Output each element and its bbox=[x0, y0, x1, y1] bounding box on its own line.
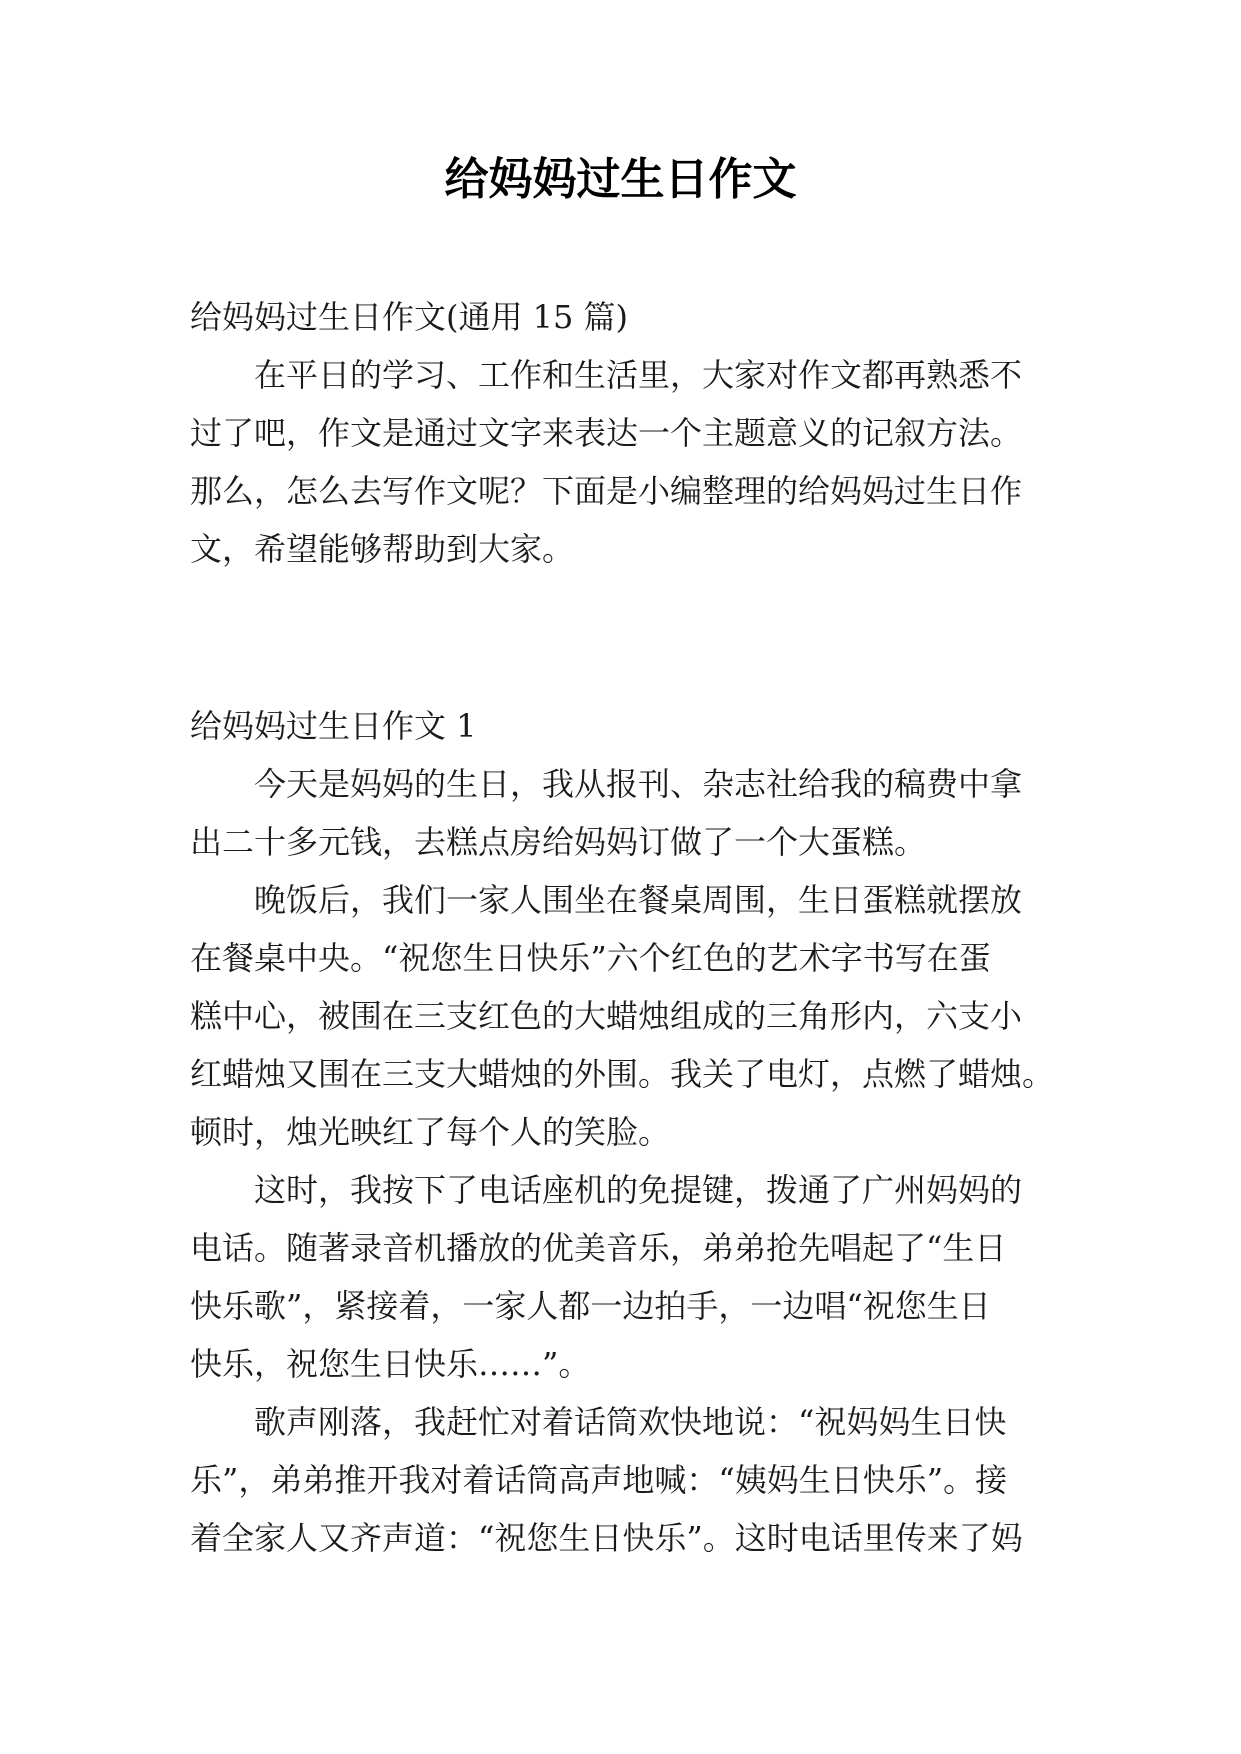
body-line: 歌声刚落，我赶忙对着话筒欢快地说：“祝妈妈生日快 bbox=[190, 1403, 1007, 1441]
body-line: 电话。随著录音机播放的优美音乐，弟弟抢先唱起了“生日 bbox=[190, 1229, 1007, 1267]
intro-line-1: 在平日的学习、工作和生活里，大家对作文都再熟悉不 bbox=[190, 356, 1023, 394]
body-line: 红蜡烛又围在三支大蜡烛的外围。我关了电灯，点燃了蜡烛。 bbox=[190, 1055, 1055, 1093]
document-title: 给妈妈过生日作文 bbox=[444, 154, 797, 205]
body-line: 这时，我按下了电话座机的免提键，拨通了广州妈妈的 bbox=[190, 1171, 1023, 1209]
body-line: 出二十多元钱，去糕点房给妈妈订做了一个大蛋糕。 bbox=[190, 823, 927, 861]
intro-line-3: 那么，怎么去写作文呢？下面是小编整理的给妈妈过生日作 bbox=[190, 472, 1023, 510]
body-line: 快乐歌”，紧接着，一家人都一边拍手，一边唱“祝您生日 bbox=[190, 1287, 991, 1325]
intro-line-4: 文，希望能够帮助到大家。 bbox=[190, 530, 575, 568]
body-line: 糕中心，被围在三支红色的大蜡烛组成的三角形内，六支小 bbox=[190, 997, 1023, 1035]
body-line: 着全家人又齐声道：“祝您生日快乐”。这时电话里传来了妈 bbox=[190, 1519, 1023, 1557]
section-heading: 给妈妈过生日作文 1 bbox=[190, 707, 477, 745]
body-line: 今天是妈妈的生日，我从报刊、杂志社给我的稿费中拿 bbox=[190, 765, 1023, 803]
body-line: 顿时，烛光映红了每个人的笑脸。 bbox=[190, 1113, 671, 1151]
body-line: 晚饭后，我们一家人围坐在餐桌周围，生日蛋糕就摆放 bbox=[190, 881, 1023, 919]
intro-line-2: 过了吧，作文是通过文字来表达一个主题意义的记叙方法。 bbox=[190, 414, 1023, 452]
body-line: 乐”，弟弟推开我对着话筒高声地喊：“姨妈生日快乐”。接 bbox=[190, 1461, 1008, 1499]
subtitle-line: 给妈妈过生日作文(通用 15 篇) bbox=[190, 298, 629, 336]
body-line: 快乐，祝您生日快乐……”。 bbox=[190, 1345, 591, 1383]
body-line: 在餐桌中央。“祝您生日快乐”六个红色的艺术字书写在蛋 bbox=[190, 939, 991, 977]
